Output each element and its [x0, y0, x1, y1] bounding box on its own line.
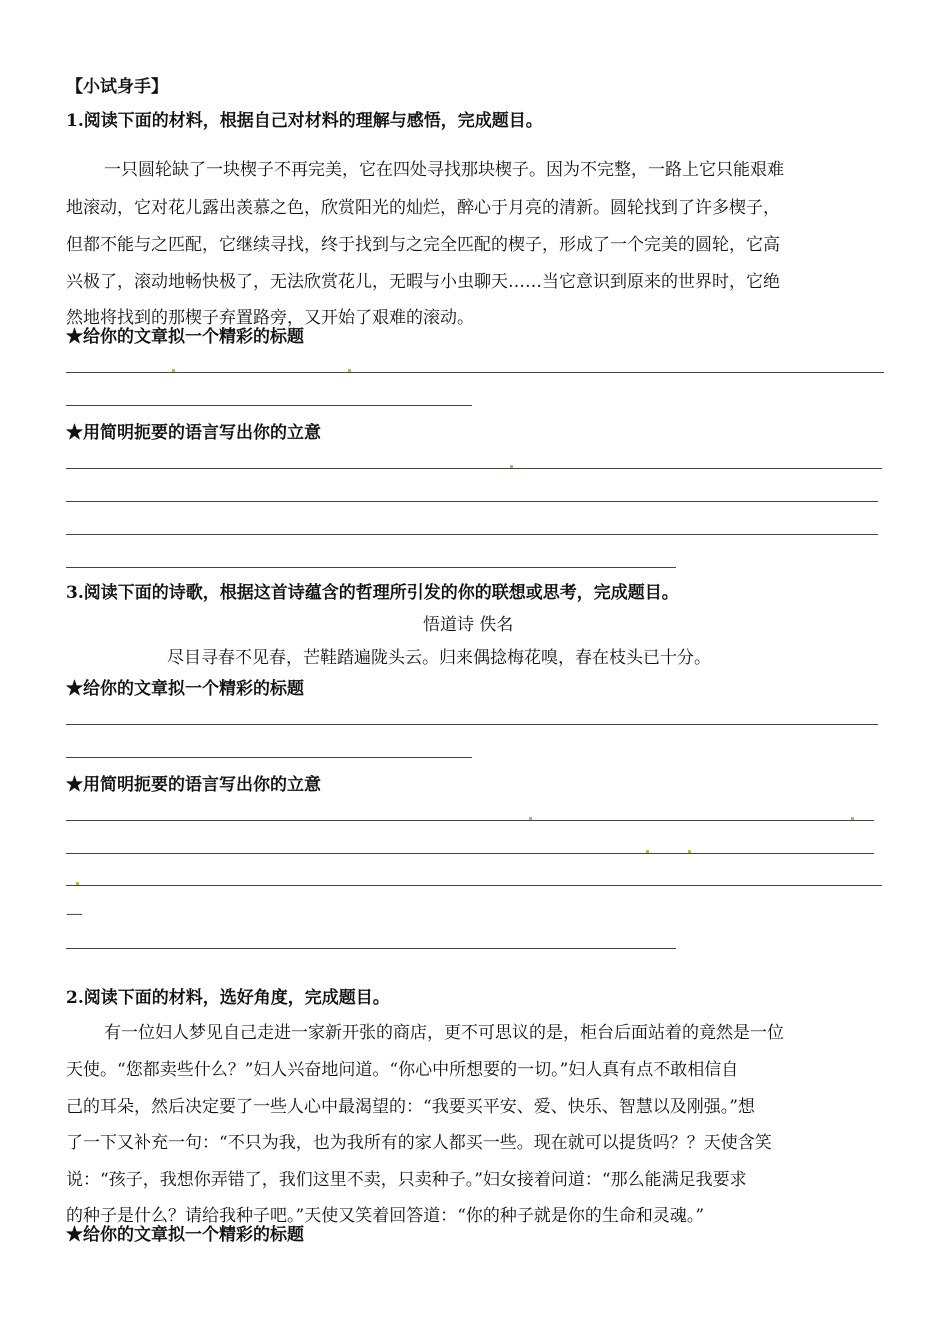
- stray-dash: —: [66, 904, 83, 924]
- answer-line[interactable]: [66, 372, 884, 373]
- q1-passage-line: 一只圆轮缺了一块楔子不再完美，它在四处寻找那块楔子。因为不完整，一路上它只能艰难: [104, 160, 784, 180]
- poem-text: 尽目寻春不见春，芒鞋踏遍陇头云。归来偶捻梅花嗅，春在枝头已十分。: [167, 648, 711, 668]
- q2-heading: 2.阅读下面的材料，选好角度，完成题目。: [66, 988, 390, 1008]
- speck: [851, 817, 854, 820]
- answer-line[interactable]: [66, 534, 878, 535]
- section-title: 【小试身手】: [66, 77, 168, 97]
- q2-passage-line: 了一下又补充一句：“不只为我，也为我所有的家人都买一些。现在就可以提货吗？？天使含笑: [66, 1133, 772, 1153]
- answer-line[interactable]: [66, 757, 472, 758]
- speck: [688, 850, 691, 853]
- answer-line[interactable]: [66, 567, 676, 568]
- answer-line[interactable]: [66, 501, 878, 502]
- answer-line[interactable]: [66, 468, 882, 469]
- q3-idea-prompt: ★用简明扼要的语言写出你的立意: [66, 775, 321, 795]
- answer-line[interactable]: [66, 724, 878, 725]
- answer-line[interactable]: [66, 405, 472, 406]
- q2-passage-line: 说：“孩子，我想你弄错了，我们这里不卖，只卖种子。”妇女接着问道：“那么能满足我要求: [66, 1170, 747, 1190]
- q1-idea-prompt: ★用简明扼要的语言写出你的立意: [66, 423, 321, 443]
- q2-passage-line: 天使。“您都卖些什么？”妇人兴奋地问道。“你心中所想要的一切。”妇人真有点不敢相信自: [66, 1060, 739, 1080]
- speck: [172, 369, 175, 372]
- q1-passage-line: 然地将找到的那楔子弃置路旁，又开始了艰难的滚动。: [66, 308, 474, 328]
- speck: [646, 850, 649, 853]
- answer-line[interactable]: [66, 853, 874, 854]
- q2-title-prompt: ★给你的文章拟一个精彩的标题: [66, 1225, 304, 1245]
- q1-heading: 1.阅读下面的材料，根据自己对材料的理解与感悟，完成题目。: [66, 111, 543, 131]
- q2-passage-line: 的种子是什么？请给我种子吧。”天使又笑着回答道：“你的种子就是你的生命和灵魂。”: [66, 1206, 705, 1226]
- speck: [76, 882, 79, 885]
- q3-heading: 3.阅读下面的诗歌，根据这首诗蕴含的哲理所引发的你的联想或思考，完成题目。: [66, 583, 679, 603]
- q2-passage-line: 有一位妇人梦见自己走进一家新开张的商店，更不可思议的是，柜台后面站着的竟然是一位: [104, 1023, 784, 1043]
- q1-passage-line: 地滚动，它对花儿露出羡慕之色，欣赏阳光的灿烂，醉心于月亮的清新。圆轮找到了许多楔子，: [66, 198, 780, 218]
- poem-title: 悟道诗 佚名: [423, 615, 514, 635]
- speck: [510, 465, 513, 468]
- q2-passage-line: 己的耳朵，然后决定要了一些人心中最渴望的：“我要买平安、爱、快乐、智慧以及刚强。”想: [66, 1097, 755, 1117]
- answer-line[interactable]: [66, 820, 874, 821]
- q1-passage-line: 兴极了，滚动地畅快极了，无法欣赏花儿，无暇与小虫聊天……当它意识到原来的世界时，它绝: [66, 272, 780, 292]
- q3-title-prompt: ★给你的文章拟一个精彩的标题: [66, 679, 304, 699]
- q1-title-prompt: ★给你的文章拟一个精彩的标题: [66, 327, 304, 347]
- speck: [348, 369, 351, 372]
- answer-line[interactable]: [66, 885, 882, 886]
- speck: [529, 817, 532, 820]
- answer-line[interactable]: [66, 948, 676, 949]
- q1-passage-line: 但都不能与之匹配，它继续寻找，终于找到与之完全匹配的楔子，形成了一个完美的圆轮，它高: [66, 235, 780, 255]
